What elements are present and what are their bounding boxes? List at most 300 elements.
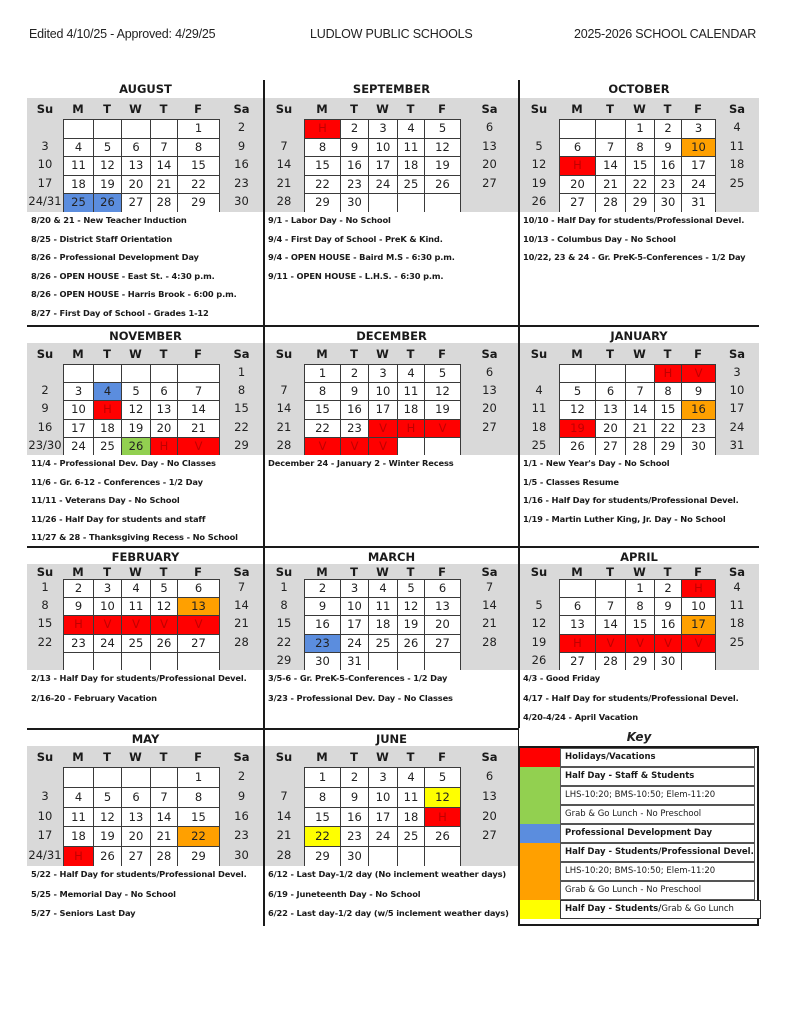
day-cell: 22 xyxy=(654,419,682,438)
calendar-note: 3/23 - Professional Dev. Day - No Classes xyxy=(268,692,453,703)
key-row-dismissal-times-2: LHS-10:20; BMS-10:50; Elem-11:20 xyxy=(560,862,755,881)
day-cell: 17 xyxy=(681,615,716,634)
day-cell: V xyxy=(368,437,398,456)
month-title: DECEMBER xyxy=(264,325,519,347)
day-cell: 11 xyxy=(397,138,425,158)
day-cell: 24 xyxy=(681,175,716,195)
empty-day-cell xyxy=(27,767,63,787)
day-cell: 29 xyxy=(276,652,292,667)
day-cell: 10 xyxy=(368,382,398,401)
day-cell: V xyxy=(93,615,122,634)
day-cell: V xyxy=(150,615,178,634)
day-cell: 4 xyxy=(397,364,425,383)
empty-day-cell xyxy=(424,846,461,867)
day-cell: 16 xyxy=(340,156,369,176)
weekday-header: W xyxy=(633,347,646,361)
day-cell: 18 xyxy=(729,616,745,631)
day-cell: 21 xyxy=(276,175,292,190)
empty-day-cell xyxy=(150,652,178,671)
day-cell: 12 xyxy=(559,400,596,419)
day-cell: H xyxy=(654,364,682,383)
weekday-header: W xyxy=(633,102,646,116)
day-cell: 19 xyxy=(424,156,461,176)
day-cell: 10 xyxy=(729,383,745,398)
day-cell: 29 xyxy=(654,437,682,456)
day-cell: 6 xyxy=(485,769,494,783)
day-cell: 27 xyxy=(177,634,220,653)
month-october xyxy=(519,80,759,325)
day-cell: 9 xyxy=(237,138,246,153)
day-cell: H xyxy=(397,419,425,438)
day-cell: V xyxy=(595,634,626,653)
empty-day-cell xyxy=(559,579,596,598)
day-cell: 11 xyxy=(121,597,151,616)
day-cell: 28 xyxy=(150,193,178,213)
weekday-header: M xyxy=(316,565,328,579)
day-cell: 8 xyxy=(304,382,341,401)
month-title: APRIL xyxy=(519,546,759,568)
day-cell: 18 xyxy=(368,615,398,634)
day-cell: 22 xyxy=(234,419,249,434)
day-cell: 3 xyxy=(368,767,398,788)
day-cell: 14 xyxy=(595,615,626,634)
weekday-header: F xyxy=(194,347,202,361)
day-cell: 22 xyxy=(304,826,341,847)
day-cell: 23/30 xyxy=(28,437,62,452)
day-cell: 26 xyxy=(424,175,461,195)
weekday-header: Su xyxy=(530,347,548,361)
month-april xyxy=(519,546,759,728)
day-cell: 31 xyxy=(729,437,745,452)
calendar-note: 1/5 - Classes Resume xyxy=(523,476,619,487)
month-march xyxy=(264,546,519,728)
color-key xyxy=(519,728,759,926)
empty-day-cell xyxy=(397,193,425,213)
empty-day-cell xyxy=(121,364,151,383)
weekday-header: Sa xyxy=(481,102,498,116)
day-cell: 18 xyxy=(397,807,425,828)
month-title: FEBRUARY xyxy=(27,546,264,568)
day-cell: 21 xyxy=(482,616,497,631)
day-cell: 5 xyxy=(93,138,122,158)
key-row-bold-part: Half Day - Students/ xyxy=(565,904,662,914)
day-cell: 22 xyxy=(625,175,655,195)
day-cell: 28 xyxy=(150,846,178,867)
weekday-header: T xyxy=(606,102,614,116)
day-cell: 15 xyxy=(654,400,682,419)
day-cell: 18 xyxy=(63,175,94,195)
day-cell: 17 xyxy=(340,615,369,634)
empty-day-cell xyxy=(93,364,122,383)
day-cell: 21 xyxy=(276,419,292,434)
day-cell: 20 xyxy=(559,175,596,195)
day-cell: 25 xyxy=(397,175,425,195)
calendar-note: 1/19 - Martin Luther King, Jr. Day - No School xyxy=(523,513,726,524)
day-cell: 23 xyxy=(304,634,341,653)
calendar-note: 6/12 - Last Day-1/2 day (No inclement weather days) xyxy=(268,869,507,879)
empty-day-cell xyxy=(595,364,626,383)
day-cell: 12 xyxy=(424,787,461,808)
day-cell: 4 xyxy=(397,119,425,139)
day-cell: 25 xyxy=(397,826,425,847)
day-cell: 8 xyxy=(625,138,655,158)
weekday-header: T xyxy=(159,565,168,579)
day-cell: 16 xyxy=(304,615,341,634)
day-cell: 14 xyxy=(150,807,178,828)
day-cell: 8 xyxy=(280,598,288,613)
calendar-note: 8/26 - Professional Development Day xyxy=(31,252,199,263)
day-cell: 6 xyxy=(559,597,596,616)
empty-day-cell xyxy=(595,119,626,139)
day-cell: 7 xyxy=(177,382,220,401)
day-cell: 2 xyxy=(340,364,369,383)
empty-day-cell xyxy=(63,364,94,383)
calendar-note: 1/1 - New Year's Day - No School xyxy=(523,458,670,468)
calendar-note: 10/22, 23 & 24 - Gr. PreK-5-Conferences - 1/2 Day xyxy=(523,252,746,263)
day-cell: 26 xyxy=(121,437,151,456)
calendar-note: 4/20-4/24 - April Vacation xyxy=(523,712,638,722)
empty-day-cell xyxy=(519,119,559,138)
day-cell: 9 xyxy=(340,138,369,158)
day-cell: 27 xyxy=(595,437,626,456)
empty-day-cell xyxy=(177,364,220,383)
calendar-note: 9/1 - Labor Day - No School xyxy=(268,215,391,225)
day-cell: 5 xyxy=(559,382,596,401)
key-row-holidays: Holidays/Vacations xyxy=(560,748,755,767)
empty-day-cell xyxy=(460,437,519,455)
empty-day-cell xyxy=(121,119,151,139)
day-cell: 14 xyxy=(177,400,220,419)
month-notes xyxy=(264,455,519,546)
day-cell: 22 xyxy=(276,634,292,649)
day-cell: 23 xyxy=(654,175,682,195)
day-cell: 7 xyxy=(150,138,178,158)
day-cell: 29 xyxy=(625,652,655,671)
day-cell: 29 xyxy=(304,846,341,867)
day-cell: 4 xyxy=(121,579,151,598)
weekday-header: Sa xyxy=(481,565,498,579)
day-cell: 15 xyxy=(304,400,341,419)
day-cell: 27 xyxy=(482,828,497,843)
day-cell: 4 xyxy=(733,120,741,134)
month-notes xyxy=(27,866,264,926)
day-cell: 28 xyxy=(595,652,626,671)
day-cell: 28 xyxy=(276,848,292,863)
day-cell: 16 xyxy=(234,157,249,172)
day-cell: 16 xyxy=(654,615,682,634)
day-cell: 22 xyxy=(37,634,53,649)
day-cell: 14 xyxy=(625,400,655,419)
month-title: NOVEMBER xyxy=(27,325,264,347)
day-cell: 24 xyxy=(729,419,745,434)
day-cell: 12 xyxy=(150,597,178,616)
day-cell: 16 xyxy=(234,808,249,823)
day-cell: 22 xyxy=(304,419,341,438)
day-cell: 8 xyxy=(304,138,341,158)
weekday-header: Sa xyxy=(728,347,746,361)
calendar-title: 2025-2026 SCHOOL CALENDAR xyxy=(574,27,757,41)
day-cell: 9 xyxy=(304,597,341,616)
day-cell: 2 xyxy=(41,383,49,398)
day-cell: 1 xyxy=(625,579,655,598)
day-cell: 18 xyxy=(729,157,745,172)
swatch-half-day-grab-go xyxy=(520,900,560,919)
edit-approval-note: Edited 4/10/25 - Approved: 4/29/25 xyxy=(29,27,216,41)
day-cell: 8 xyxy=(41,598,49,613)
day-cell: 27 xyxy=(482,175,497,190)
day-cell: 1 xyxy=(304,364,341,383)
empty-day-cell xyxy=(93,119,122,139)
weekday-header: F xyxy=(194,750,202,764)
day-cell: 5 xyxy=(150,579,178,598)
day-cell: 26 xyxy=(531,194,547,209)
weekday-header: T xyxy=(606,565,614,579)
empty-day-cell xyxy=(559,119,596,139)
weekday-header: T xyxy=(406,102,415,116)
day-cell: 23 xyxy=(234,828,249,843)
month-title: JUNE xyxy=(264,728,519,750)
month-notes xyxy=(27,670,264,728)
swatch-holiday xyxy=(520,748,560,767)
day-cell: 3 xyxy=(340,579,369,598)
day-cell: 11 xyxy=(397,787,425,808)
day-cell: 28 xyxy=(595,193,626,213)
month-title: MARCH xyxy=(264,546,519,568)
day-cell: 7 xyxy=(237,580,246,594)
day-cell: 4 xyxy=(63,787,94,808)
day-cell: 17 xyxy=(729,401,745,416)
weekday-header: W xyxy=(129,565,142,579)
day-cell: V xyxy=(304,437,341,456)
calendar-note: 11/4 - Professional Dev. Day - No Classes xyxy=(31,458,216,468)
day-cell: H xyxy=(150,437,178,456)
day-cell: 22 xyxy=(177,175,220,195)
weekday-header: T xyxy=(663,347,672,361)
day-cell: 13 xyxy=(150,400,178,419)
swatch-half-day-staff-students xyxy=(520,767,560,824)
day-cell: 3 xyxy=(63,382,94,401)
empty-day-cell xyxy=(121,652,151,671)
calendar-note: 4/17 - Half Day for students/Professional Devel. xyxy=(523,692,739,703)
empty-day-cell xyxy=(150,119,178,139)
day-cell: 15 xyxy=(276,616,292,631)
day-cell: 30 xyxy=(681,437,716,456)
day-cell: 17 xyxy=(368,400,398,419)
day-cell: 11 xyxy=(397,382,425,401)
day-cell: 29 xyxy=(234,437,249,452)
month-grid xyxy=(264,343,519,455)
day-cell: 8 xyxy=(177,787,220,808)
month-grid xyxy=(519,343,759,455)
day-cell: 11 xyxy=(531,401,547,416)
empty-day-cell xyxy=(519,579,559,597)
day-cell: 11 xyxy=(729,598,745,613)
empty-day-cell xyxy=(397,437,425,456)
day-cell: 15 xyxy=(304,807,341,828)
weekday-header: M xyxy=(316,102,328,116)
day-cell: 6 xyxy=(559,138,596,158)
day-cell: 30 xyxy=(654,193,682,213)
day-cell: 10 xyxy=(681,597,716,616)
weekday-header: W xyxy=(129,347,142,361)
day-cell: 12 xyxy=(93,807,122,828)
weekday-header: M xyxy=(72,750,84,764)
day-cell: 12 xyxy=(531,616,547,631)
day-cell: 23 xyxy=(681,419,716,438)
weekday-header: W xyxy=(376,750,389,764)
day-cell: 15 xyxy=(37,616,53,631)
weekday-header: Sa xyxy=(233,750,250,764)
calendar-note: 4/3 - Good Friday xyxy=(523,673,601,683)
month-grid xyxy=(27,343,264,455)
empty-day-cell xyxy=(368,652,398,671)
weekday-header: F xyxy=(438,750,446,764)
day-cell: 15 xyxy=(177,156,220,176)
day-cell: 20 xyxy=(595,419,626,438)
weekday-header: T xyxy=(663,565,672,579)
swatch-professional-development xyxy=(520,824,560,843)
weekday-header: Sa xyxy=(481,750,498,764)
day-cell: 11 xyxy=(63,156,94,176)
calendar-note: 6/19 - Juneteenth Day - No School xyxy=(268,888,421,899)
day-cell: 10 xyxy=(368,138,398,158)
day-cell: 13 xyxy=(121,807,151,828)
day-cell: 28 xyxy=(276,437,292,452)
day-cell: 11 xyxy=(729,138,745,153)
weekday-header: T xyxy=(103,565,111,579)
calendar-note: 11/6 - Gr. 6-12 - Conferences - 1/2 Day xyxy=(31,476,203,487)
weekday-header: M xyxy=(72,347,84,361)
day-cell: 17 xyxy=(37,828,53,843)
empty-day-cell xyxy=(93,652,122,671)
calendar-note: 9/4 - First Day of School - PreK & Kind. xyxy=(268,233,443,244)
day-cell: 18 xyxy=(397,156,425,176)
day-cell: 6 xyxy=(121,787,151,808)
day-cell: 19 xyxy=(121,419,151,438)
weekday-header: Su xyxy=(530,565,548,579)
month-february xyxy=(27,546,264,728)
day-cell: V xyxy=(681,364,716,383)
calendar-note: 1/16 - Half Day for students/Professional Devel. xyxy=(523,495,739,506)
day-cell: 23 xyxy=(340,419,369,438)
day-cell: 29 xyxy=(177,193,220,213)
day-cell: 27 xyxy=(559,193,596,213)
day-cell: 20 xyxy=(121,826,151,847)
day-cell: V xyxy=(654,634,682,653)
day-cell: 25 xyxy=(93,437,122,456)
day-cell: 10 xyxy=(37,808,53,823)
day-cell: 24/31 xyxy=(28,848,62,863)
calendar-note: 11/27 & 28 - Thanksgiving Recess - No School xyxy=(31,532,238,543)
day-cell: 23 xyxy=(234,175,249,190)
weekday-header: T xyxy=(159,102,168,116)
day-cell: 3 xyxy=(368,119,398,139)
day-cell: 4 xyxy=(733,580,741,594)
weekday-header: T xyxy=(159,347,168,361)
weekday-header: F xyxy=(194,565,202,579)
weekday-header: T xyxy=(350,750,358,764)
month-january xyxy=(519,325,759,546)
day-cell: 21 xyxy=(150,175,178,195)
day-cell: 2 xyxy=(304,579,341,598)
calendar-note: 8/20 & 21 - New Teacher Induction xyxy=(31,215,187,225)
day-cell: 15 xyxy=(625,615,655,634)
day-cell: 27 xyxy=(121,846,151,867)
weekday-header: T xyxy=(159,750,168,764)
weekday-header: T xyxy=(606,347,614,361)
day-cell: 5 xyxy=(535,138,543,153)
empty-day-cell xyxy=(715,652,759,670)
empty-day-cell xyxy=(219,652,264,670)
day-cell: 13 xyxy=(482,383,497,398)
day-cell: 15 xyxy=(625,156,655,176)
day-cell: 3 xyxy=(368,364,398,383)
day-cell: 22 xyxy=(177,826,220,847)
day-cell: 25 xyxy=(121,634,151,653)
day-cell: 3 xyxy=(41,138,49,153)
weekday-header: W xyxy=(633,565,646,579)
day-cell: V xyxy=(177,437,220,456)
day-cell: 2 xyxy=(63,579,94,598)
weekday-header: T xyxy=(350,347,358,361)
day-cell: 24 xyxy=(368,175,398,195)
month-grid xyxy=(264,98,519,212)
day-cell: 31 xyxy=(681,193,716,213)
calendar-note: 11/26 - Half Day for students and staff xyxy=(31,513,206,524)
month-title: AUGUST xyxy=(27,80,264,100)
weekday-header: F xyxy=(694,102,702,116)
day-cell: 2 xyxy=(237,769,246,783)
empty-day-cell xyxy=(397,846,425,867)
day-cell: 2 xyxy=(654,119,682,139)
empty-day-cell xyxy=(424,193,461,213)
weekday-header: Sa xyxy=(728,565,746,579)
day-cell: 17 xyxy=(37,175,53,190)
weekday-header: Su xyxy=(275,347,293,361)
weekday-header: T xyxy=(103,750,111,764)
day-cell: 19 xyxy=(397,615,425,634)
day-cell: 1 xyxy=(237,365,246,379)
calendar-note: 8/25 - District Staff Orientation xyxy=(31,233,173,244)
day-cell: 3 xyxy=(681,119,716,139)
key-row-normal-part: Grab & Go Lunch xyxy=(661,904,734,914)
weekday-header: Sa xyxy=(233,347,250,361)
weekday-header: Sa xyxy=(728,102,746,116)
day-cell: 9 xyxy=(63,597,94,616)
day-cell: 20 xyxy=(482,157,497,172)
weekday-header: Su xyxy=(530,102,548,116)
day-cell: 21 xyxy=(150,826,178,847)
month-grid xyxy=(264,746,519,866)
weekday-header: F xyxy=(694,565,702,579)
day-cell: 27 xyxy=(559,652,596,671)
day-cell: 13 xyxy=(482,788,497,803)
weekday-header: Su xyxy=(275,102,293,116)
day-cell: 11 xyxy=(368,597,398,616)
day-cell: 6 xyxy=(150,382,178,401)
day-cell: H xyxy=(93,400,122,419)
weekday-header: T xyxy=(350,565,358,579)
calendar-note: 9/4 - OPEN HOUSE - Baird M.S - 6:30 p.m. xyxy=(268,252,455,263)
day-cell: 20 xyxy=(121,175,151,195)
day-cell: 25 xyxy=(63,193,94,213)
day-cell: V xyxy=(681,634,716,653)
day-cell: V xyxy=(121,615,151,634)
day-cell: 14 xyxy=(150,156,178,176)
month-august xyxy=(27,80,264,325)
weekday-header: T xyxy=(103,347,111,361)
day-cell: 10 xyxy=(340,597,369,616)
